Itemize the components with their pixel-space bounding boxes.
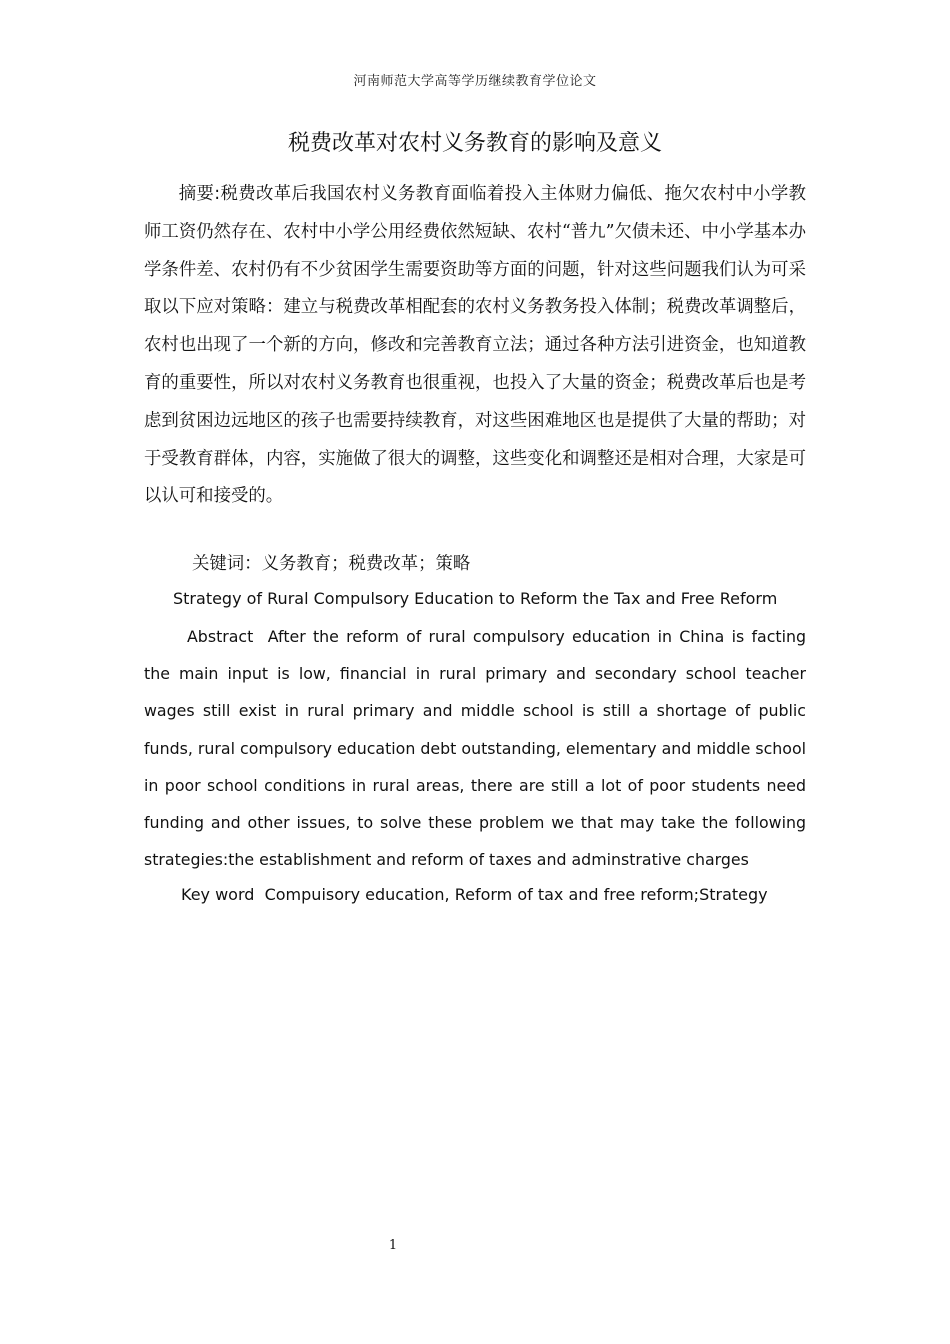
english-keywords-text: Compuisory education, Reform of tax and free reform;Strategy	[264, 885, 768, 904]
paper-title: 税费改革对农村义务教育的影响及意义	[287, 131, 662, 156]
chinese-keywords	[192, 547, 470, 581]
running-header: 河南师范大学高等学历继续教育学位论文	[353, 74, 597, 89]
english-abstract	[144, 618, 806, 878]
chinese-abstract-text: 税费改革后我国农村义务教育面临着投入主体财力偏低、拖欠农村中小学教师工资仍然存在、农村中小学公用经费依然短缺、农村“普九”欠债未还、中小学基本办学条件差、农村仍有不少贫困学生需要资助等方面的问题，针对这些问题我们认为可采取以下应对策略：建立与税费改革相配套的农村义务教务投入体制；税费改革调整后，农村也出现了一个新的方向，修改和完善教育立法；通过各种方法引进资金，也知道教育的重要性，所以对农村义务教育也很重视，也投入了大量的资金；税费改革后也是考虑到贫困边远地区的孩子也需要持续教育，对这些困难地区也是提供了大量的帮助；对于受教育群体，内容，实施做了很大的调整，这些变化和调整还是相对合理，大家是可以认可和接受的。	[144, 184, 806, 507]
chinese-abstract	[144, 176, 806, 516]
chinese-keywords-text: 义务教育；税费改革；策略	[261, 554, 471, 574]
english-abstract-text: After the reform of rural compulsory education in China is facting the main input is low, financial in rural primary and secondary school teacher wages still exist in rural primary and middle school is still a shortage of public funds, rural compulsory education debt outstanding, elementary and middle school in poor school conditions in rural areas, there are still a lot of poor students need funding and other issues, to solve these problem we that may take the following strategies:the establishment and reform of taxes and adminstrative charges	[144, 627, 807, 870]
english-abstract-label: Abstract	[187, 627, 254, 646]
english-keywords-label: Key word	[181, 885, 255, 904]
english-keywords	[181, 882, 768, 908]
page-number: 1	[388, 1238, 398, 1253]
english-title: Strategy of Rural Compulsory Education to Reform the Tax and Free Reform	[173, 589, 778, 608]
chinese-abstract-label: 摘要:	[178, 184, 221, 204]
chinese-keywords-label: 关键词：	[192, 554, 262, 574]
